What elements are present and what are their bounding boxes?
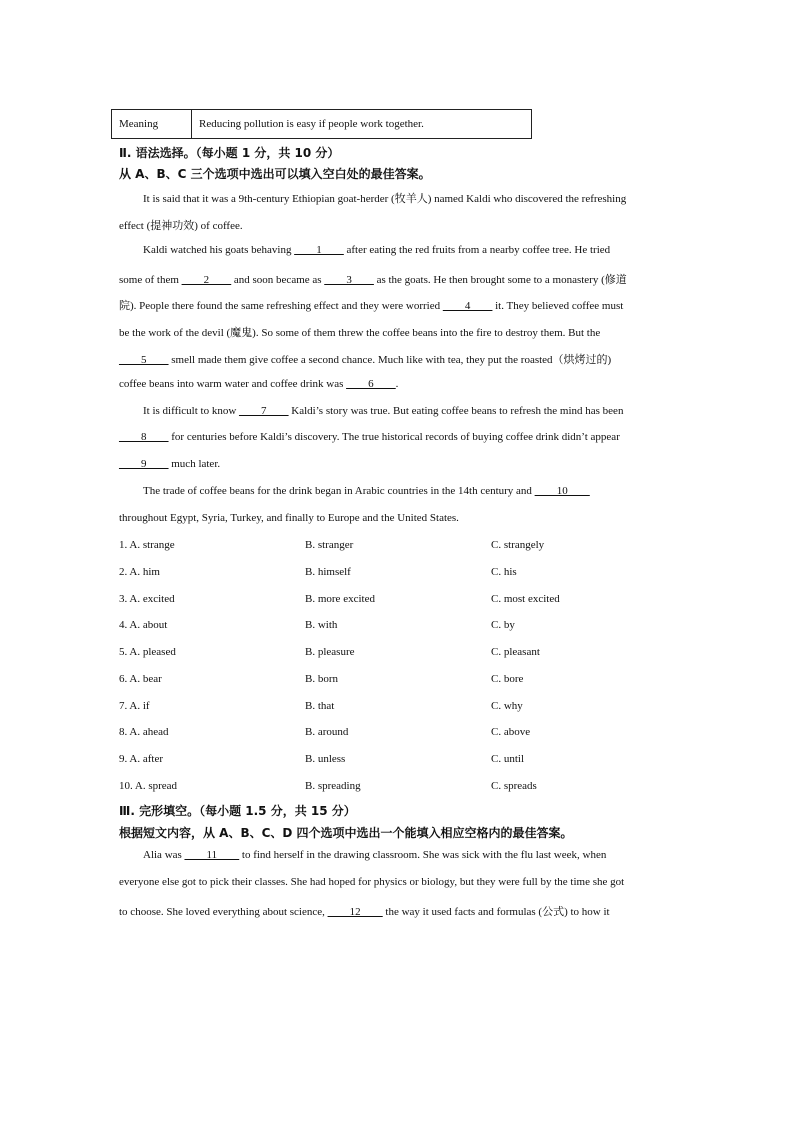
passage-line [119, 431, 679, 443]
option-8a: 8. A. ahead [119, 726, 169, 738]
option-1b: B. stranger [305, 539, 354, 551]
passage-line [119, 378, 679, 390]
passage-line: be the work of the devil (魔鬼). So some of them threw the coffee beans into the fire to destroy them. But the [119, 327, 601, 339]
text: smell made them give coffee a second chance. Much like with tea, they put the roasted（烘烤过的) [168, 354, 612, 366]
passage-line: It is said that it was a 9th-century Ethiopian goat-herder (牧羊人) named Kaldi who discovered the refreshing [143, 193, 627, 205]
text: and soon became as [231, 274, 325, 286]
text: Alia was [143, 849, 185, 861]
blank-1: ____1____ [294, 244, 344, 256]
text: some of them [119, 274, 182, 286]
blank-9: ____9____ [119, 458, 169, 470]
option-1c: C. strangely [491, 539, 545, 551]
section2-instruction: 从 A、B、C 三个选项中选出可以填入空白处的最佳答案。 [119, 167, 431, 181]
passage-line [143, 405, 703, 417]
option-10c: C. spreads [491, 780, 537, 792]
option-5a: 5. A. pleased [119, 646, 176, 658]
blank-5: ____5____ [119, 354, 169, 366]
option-7a: 7. A. if [119, 700, 150, 712]
text: the way it used facts and formulas (公式) to how it [382, 906, 610, 918]
text: 院). People there found the same refreshing effect and they were worried [119, 300, 443, 312]
text: . [395, 378, 399, 390]
blank-12: ____12____ [327, 906, 383, 918]
meaning-label: Meaning [112, 110, 192, 138]
option-8b: B. around [305, 726, 349, 738]
text: it. They believed coffee must [492, 300, 624, 312]
text: It is difficult to know [143, 405, 240, 417]
passage-line [143, 485, 703, 497]
option-6b: B. born [305, 673, 338, 685]
text: much later. [168, 458, 221, 470]
passage-line [119, 458, 679, 470]
passage-line [143, 244, 703, 256]
blank-4: ____4____ [442, 300, 493, 312]
text: for centuries before Kaldi’s discovery. The true historical records of buying coffee drink didn’t appear [168, 431, 620, 443]
option-2a: 2. A. him [119, 566, 160, 578]
passage-line [119, 351, 679, 367]
option-2b: B. himself [305, 566, 351, 578]
passage-line [119, 297, 679, 313]
section2-title: Ⅱ. 语法选择。（每小题 1 分，共 10 分） [119, 146, 340, 160]
option-4b: B. with [305, 619, 338, 631]
blank-8: ____8____ [119, 431, 169, 443]
option-3b: B. more excited [305, 593, 375, 605]
blank-11: ____11____ [184, 849, 240, 861]
option-6c: C. bore [491, 673, 524, 685]
text: The trade of coffee beans for the drink began in Arabic countries in the 14th century and [143, 485, 535, 497]
option-10b: B. spreading [305, 780, 361, 792]
blank-6: ____6____ [346, 378, 396, 390]
meaning-table [111, 109, 532, 139]
passage-line: throughout Egypt, Syria, Turkey, and finally to Europe and the United States. [119, 512, 459, 524]
option-7b: B. that [305, 700, 335, 712]
option-3a: 3. A. excited [119, 593, 175, 605]
option-10a: 10. A. spread [119, 780, 178, 792]
option-2c: C. his [491, 566, 517, 578]
text: to find herself in the drawing classroom. She was sick with the flu last week, when [239, 849, 607, 861]
passage-line: everyone else got to pick their classes. She had hoped for physics or biology, but they were full by the time she got [119, 876, 625, 888]
option-5b: B. pleasure [305, 646, 355, 658]
meaning-value: Reducing pollution is easy if people work together. [199, 118, 424, 130]
text: Kaldi watched his goats behaving [143, 244, 295, 256]
option-6a: 6. A. bear [119, 673, 162, 685]
passage-line [119, 903, 679, 919]
option-1a: 1. A. strange [119, 539, 175, 551]
option-4c: C. by [491, 619, 515, 631]
option-9c: C. until [491, 753, 525, 765]
option-5c: C. pleasant [491, 646, 540, 658]
passage-line [143, 849, 703, 861]
text: as the goats. He then brought some to a monastery (修道 [373, 274, 627, 286]
section3-title: Ⅲ. 完形填空。（每小题 1.5 分，共 15 分） [119, 804, 356, 818]
blank-3: ____3____ [324, 274, 374, 286]
blank-7: ____7____ [239, 405, 289, 417]
option-8c: C. above [491, 726, 531, 738]
text: coffee beans into warm water and coffee drink was [119, 378, 347, 390]
option-9a: 9. A. after [119, 753, 163, 765]
section3-instruction: 根据短文内容，从 A、B、C、D 四个选项中选出一个能填入相应空格内的最佳答案。 [119, 826, 573, 840]
passage-line: effect (提神功效) of coffee. [119, 220, 243, 232]
text: to choose. She loved everything about science, [119, 906, 328, 918]
text: after eating the red fruits from a nearby coffee tree. He tried [343, 244, 611, 256]
option-4a: 4. A. about [119, 619, 168, 631]
blank-2: ____2____ [181, 274, 232, 286]
option-9b: B. unless [305, 753, 346, 765]
blank-10: ____10____ [534, 485, 590, 497]
option-7c: C. why [491, 700, 523, 712]
option-3c: C. most excited [491, 593, 560, 605]
text: Kaldi’s story was true. But eating coffee beans to refresh the mind has been [288, 405, 624, 417]
passage-line [119, 271, 679, 287]
